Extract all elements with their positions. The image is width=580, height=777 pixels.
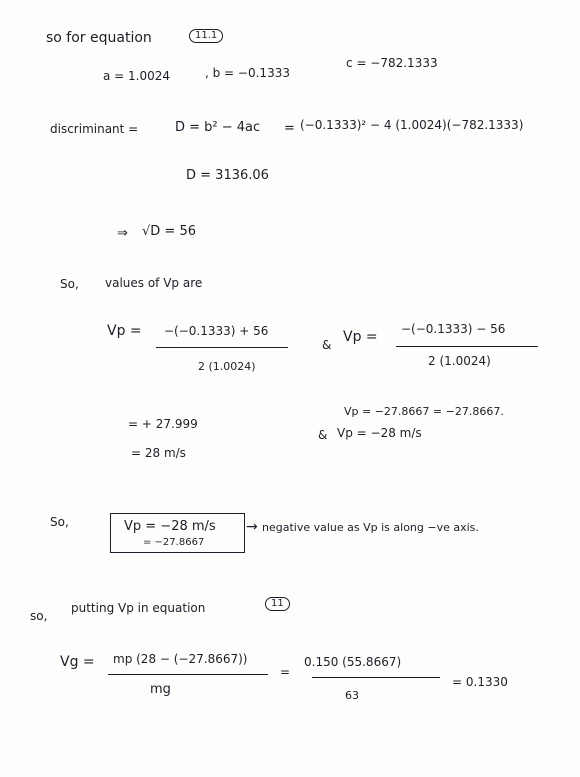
vg-denominator: mg [150, 682, 171, 697]
boxed-vp-value: = −27.8667 [143, 537, 205, 548]
ampersand-2: & [318, 428, 328, 442]
vg-fraction-bar-2 [312, 677, 440, 678]
vp1-numerator: −(−0.1333) + 56 [164, 324, 269, 338]
vp1-result-approx: = + 27.999 [128, 417, 198, 431]
vp1-result: = 28 m/s [131, 446, 186, 460]
putting-text: putting Vp in equation [71, 601, 206, 615]
vp2-denominator: 2 (1.0024) [428, 354, 491, 368]
vp2-result-approx: Vp = −27.8667 = −27.8667. [344, 405, 504, 418]
vg-result: = 0.1330 [452, 675, 508, 689]
implies-arrow: ⇒ [117, 226, 128, 241]
discriminant-substitution: (−0.1333)² − 4 (1.0024)(−782.1333) [300, 118, 524, 132]
discriminant-equals: = [284, 121, 295, 136]
so-label-3: so, [30, 609, 48, 623]
vp2-numerator: −(−0.1333) − 56 [401, 322, 506, 336]
so-label-1: So, [60, 277, 79, 291]
vg-numerator-2: 0.150 (55.8667) [304, 655, 402, 669]
equation-ref-circle-2: 11 [265, 597, 290, 611]
vg-numerator: mp (28 − (−27.8667)) [113, 652, 248, 666]
coef-c: c = −782.1333 [346, 56, 438, 70]
discriminant-formula: D = b² − 4ac [175, 120, 261, 135]
vp2-lhs: Vp = [343, 329, 378, 345]
sqrt-d: √D = 56 [142, 224, 196, 239]
vp2-result: Vp = −28 m/s [337, 426, 422, 440]
negative-note: negative value as Vp is along −ve axis. [262, 521, 479, 534]
equation-ref-circle: 11.1 [189, 29, 223, 43]
discriminant-label: discriminant = [50, 122, 139, 136]
vg-lhs: Vg = [60, 654, 95, 670]
intro-text: so for equation [46, 30, 152, 46]
vp1-lhs: Vp = [107, 323, 142, 339]
ampersand-1: & [322, 338, 332, 352]
vg-fraction-bar [108, 674, 268, 675]
boxed-vp: Vp = −28 m/s [124, 519, 216, 534]
vp1-fraction-bar [156, 347, 288, 348]
values-of-vp: values of Vp are [105, 276, 203, 290]
coef-b: , b = −0.1333 [205, 66, 290, 80]
vg-equals: = [280, 665, 291, 679]
so-label-2: So, [50, 515, 69, 529]
vp2-fraction-bar [396, 346, 538, 347]
coef-a: a = 1.0024 [103, 69, 171, 83]
d-value: D = 3136.06 [186, 168, 269, 183]
vg-denominator-2: 63 [345, 689, 359, 702]
note-arrow: → [246, 519, 258, 535]
vp1-denominator: 2 (1.0024) [198, 360, 256, 373]
